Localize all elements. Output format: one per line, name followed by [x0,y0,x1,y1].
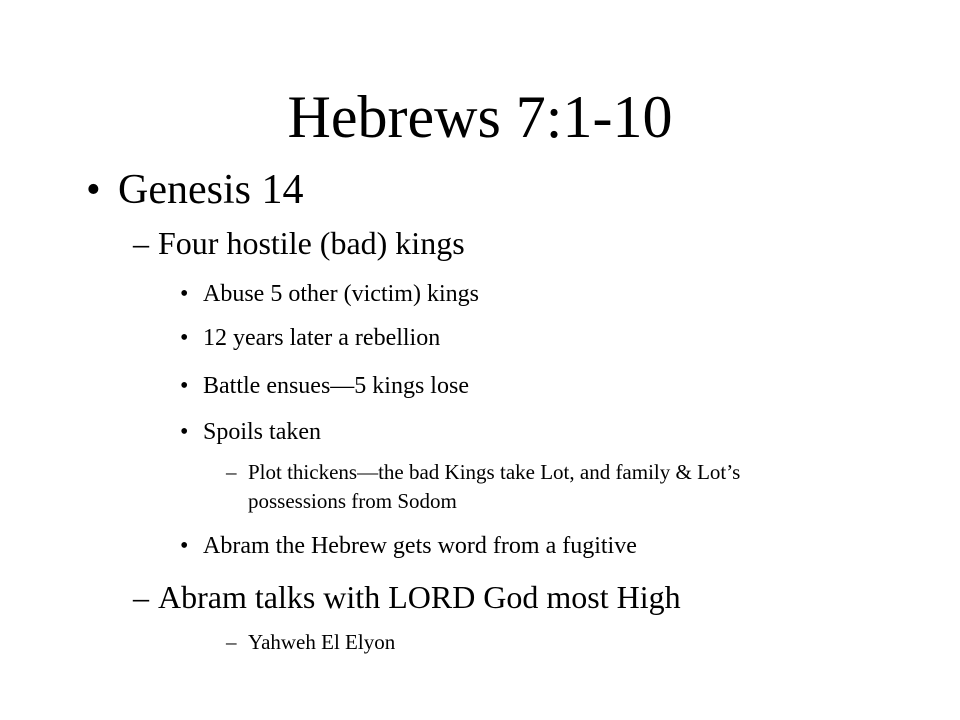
item-battle: Battle ensues—5 kings lose [203,373,469,399]
dash-marker: – [226,460,237,484]
item-abram-word: Abram the Hebrew gets word from a fugitive [203,533,637,559]
bullet-marker: • [180,533,189,559]
bullet-marker: • [180,373,189,399]
bullet-marker: • [180,419,189,445]
bullet-marker: • [180,325,189,351]
bullet-marker: • [180,281,189,307]
plot-line-2: possessions from Sodom [248,489,457,513]
item-rebellion: 12 years later a rebellion [203,325,441,351]
item-yahweh-el-elyon: Yahweh El Elyon [248,630,396,654]
plot-line-1: Plot thickens—the bad Kings take Lot, and family & Lot’s [248,460,741,484]
dash-marker: – [133,579,149,615]
bullet-genesis-14: Genesis 14 [118,167,304,213]
subbullet-abram-talks: Abram talks with LORD God most High [158,579,681,615]
dash-marker: – [226,630,237,654]
item-spoils: Spoils taken [203,419,321,445]
item-abuse-kings: Abuse 5 other (victim) kings [203,281,479,307]
dash-marker: – [133,225,149,261]
bullet-marker: • [86,167,101,213]
subbullet-hostile-kings: Four hostile (bad) kings [158,225,465,261]
slide-title: Hebrews 7:1-10 [287,84,673,150]
